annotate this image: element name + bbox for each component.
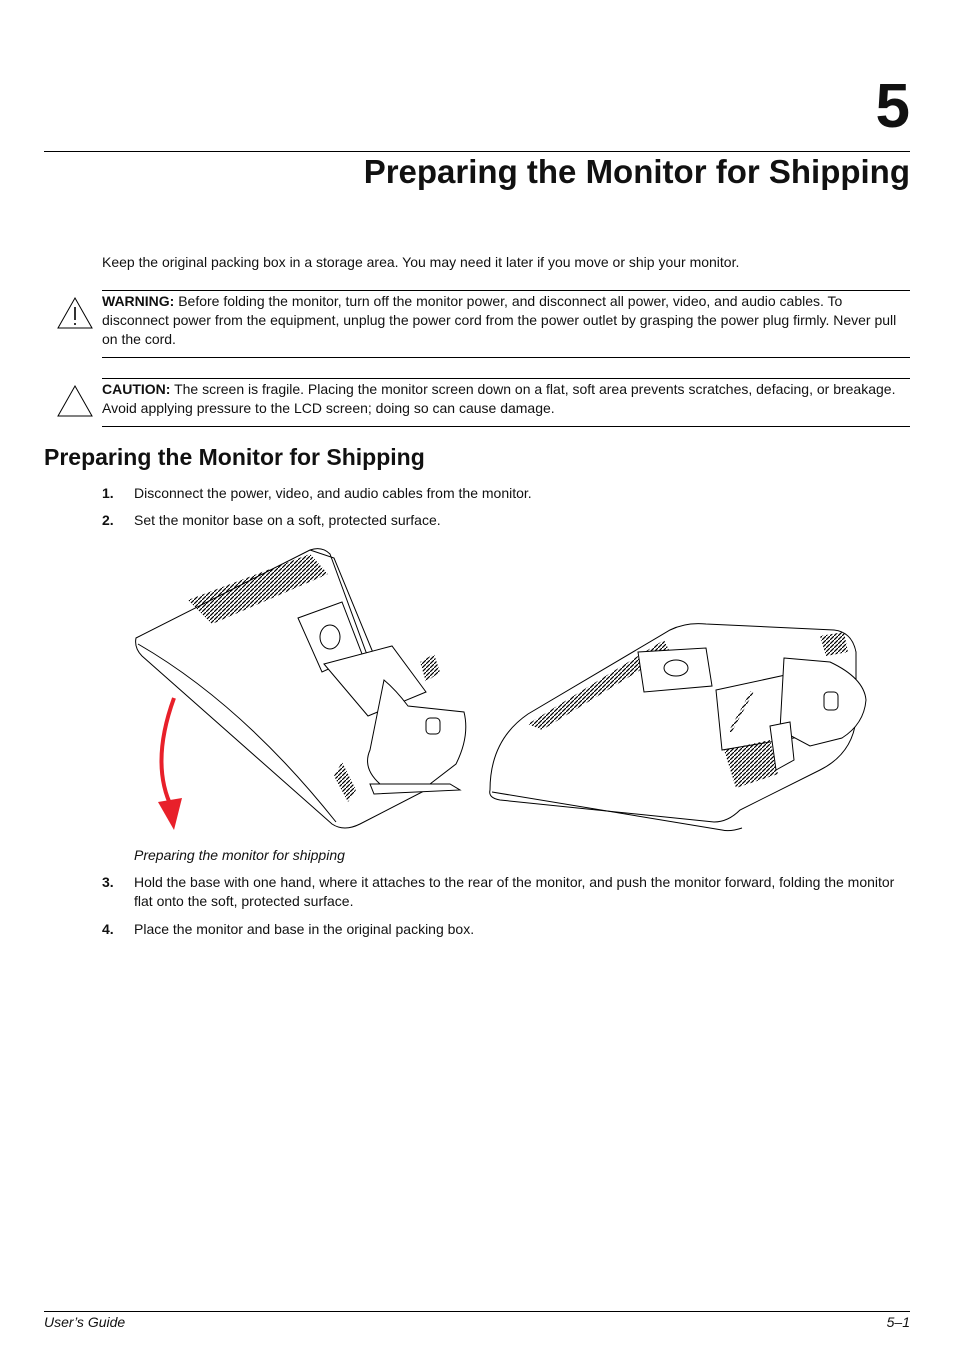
step-item <box>102 484 910 503</box>
warning-text: Before folding the monitor, turn off the monitor power, and disconnect all power, video, and audio cables. To disconnect power from the equipment, unplug the power cord from the power outlet by grasping the power plug firmly. Never pull on the cord. <box>102 293 897 347</box>
footer-page-number: 5–1 <box>886 1314 910 1330</box>
caution-text: The screen is fragile. Placing the monitor screen down on a flat, soft area prevents scratches, defacing, or breakage. Avoid applying pressure to the LCD screen; doing so can cause damage. <box>102 381 896 416</box>
step-item <box>102 511 910 530</box>
step-text: Hold the base with one hand, where it attaches to the rear of the monitor, and push the monitor forward, folding the monitor flat onto the soft, protected surface. <box>134 874 895 909</box>
step-item <box>102 920 910 939</box>
footer-rule <box>44 1311 910 1312</box>
intro-paragraph: Keep the original packing box in a storage area. You may need it later if you move or ship your monitor. <box>102 254 740 270</box>
warning-triangle-icon <box>56 296 94 330</box>
section-title: Preparing the Monitor for Shipping <box>44 444 425 470</box>
step-text: Set the monitor base on a soft, protected surface. <box>134 512 441 528</box>
chapter-title: Preparing the Monitor for Shipping <box>363 153 910 190</box>
caution-notice <box>102 378 910 427</box>
step-item <box>102 873 910 911</box>
warning-label: WARNING: <box>102 293 175 309</box>
warning-notice <box>102 290 910 358</box>
chapter-number: 5 <box>875 72 910 141</box>
step-text: Place the monitor and base in the original packing box. <box>134 921 475 937</box>
caution-triangle-icon <box>56 384 94 418</box>
step-number: 3. <box>102 874 114 890</box>
step-text: Disconnect the power, video, and audio cables from the monitor. <box>134 485 532 501</box>
monitor-upright <box>136 549 466 828</box>
step-number: 2. <box>102 512 114 528</box>
shipping-illustration <box>130 540 870 840</box>
footer-guide-title: User’s Guide <box>44 1314 126 1330</box>
step-number: 1. <box>102 485 114 501</box>
caution-label: CAUTION: <box>102 381 171 397</box>
step-number: 4. <box>102 921 114 937</box>
figure-caption: Preparing the monitor for shipping <box>134 847 345 863</box>
monitor-folded <box>490 624 866 831</box>
fold-direction-arrow-icon <box>158 698 182 830</box>
